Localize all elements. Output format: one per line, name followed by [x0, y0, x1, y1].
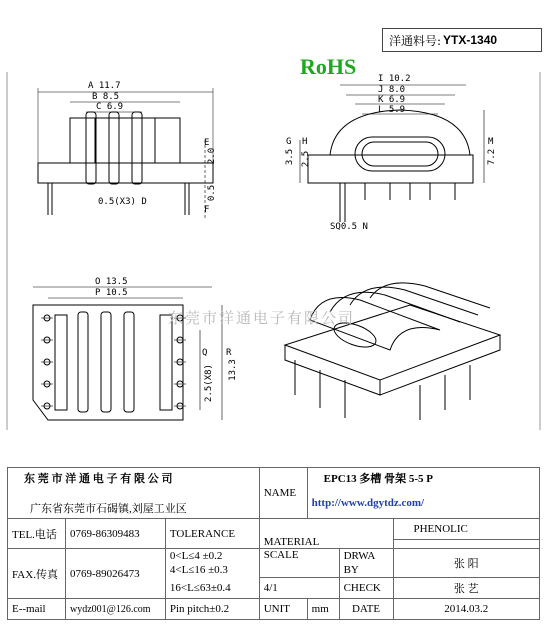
part-number-value: YTX-1340	[443, 33, 498, 47]
dim-k: K 6.9	[378, 95, 406, 105]
dim-r-value: 13.3	[227, 359, 238, 381]
dim-i: I 10.2	[378, 74, 411, 84]
dim-m: M	[488, 137, 494, 147]
dim-o: O 13.5	[95, 277, 128, 287]
fax-value: 0769-89026473	[65, 549, 165, 599]
tolerance-1: 0<L≤4 ±0.2	[165, 549, 259, 564]
tolerance-2: 4<L≤16 ±0.3	[165, 563, 259, 577]
watermark: 东莞市洋通电子有限公司	[168, 309, 356, 327]
dim-g: G	[286, 137, 292, 147]
isometric-view	[285, 283, 500, 420]
draw-by-label: DRWA BY	[339, 549, 393, 578]
dim-j: J 8.0	[378, 85, 406, 95]
dim-f: F	[204, 205, 210, 215]
unit-value: mm	[307, 599, 339, 620]
tolerance-label: TOLERANCE	[165, 519, 259, 549]
scale-label: SCALE	[259, 549, 339, 578]
material-value: PHENOLIC	[393, 519, 540, 540]
scale-value: 4/1	[259, 578, 339, 599]
website-link[interactable]: http://www.dgytdz.com/	[311, 497, 425, 510]
rohs-mark: RoHS	[300, 54, 357, 79]
pin-marks	[41, 315, 186, 409]
draw-by-value: 张 阳	[393, 549, 540, 578]
dim-q: Q	[202, 348, 208, 358]
dim-h-value: 2.5	[301, 150, 312, 168]
email-value[interactable]: wydz001@126.com	[65, 599, 165, 620]
company-name: 东 莞 市 洋 通 电 子 有 限 公 司	[24, 473, 173, 485]
name-label: NAME	[259, 468, 307, 519]
dim-m-value: 7.2	[487, 148, 498, 166]
check-value: 张 艺	[393, 578, 540, 599]
dim-q-value: 2.5(X8)	[203, 364, 214, 402]
material-label: MATERIAL	[259, 519, 393, 549]
check-label: CHECK	[339, 578, 393, 599]
fax-label: FAX.传真	[8, 549, 66, 599]
dim-l: L 5.9	[378, 105, 406, 115]
dim-a: A 11.7	[88, 81, 121, 91]
tolerance-4: Pin pitch±0.2	[165, 599, 259, 620]
dim-p: P 10.5	[95, 288, 128, 298]
tolerance-3: 16<L≤63±0.4	[165, 578, 259, 599]
dim-d: 0.5(X3) D	[98, 197, 147, 207]
dim-f-value: 0.5	[207, 184, 218, 202]
dim-e-value: 2.0	[207, 147, 218, 165]
date-label: DATE	[339, 599, 393, 620]
title-block	[7, 467, 540, 620]
dim-r: R	[226, 348, 232, 358]
dim-g-value: 3.5	[285, 148, 296, 166]
company-address: 广东省东莞市石碣镇,刘屋工业区	[30, 503, 187, 515]
unit-label: UNIT	[259, 599, 307, 620]
dim-h: H	[302, 137, 308, 147]
part-number-label: 洋通料号:	[389, 33, 442, 48]
dim-b: B 8.5	[92, 92, 120, 102]
tel-value: 0769-86309483	[65, 519, 165, 549]
dim-e: E	[204, 138, 210, 148]
date-value: 2014.03.2	[393, 599, 540, 620]
email-label: E--mail	[8, 599, 66, 620]
dim-c: C 6.9	[96, 102, 124, 112]
name-value: EPC13 多槽 骨架 5-5 P	[323, 473, 434, 486]
dim-n: SQ0.5 N	[330, 222, 368, 232]
tel-label: TEL.电话	[8, 519, 66, 549]
